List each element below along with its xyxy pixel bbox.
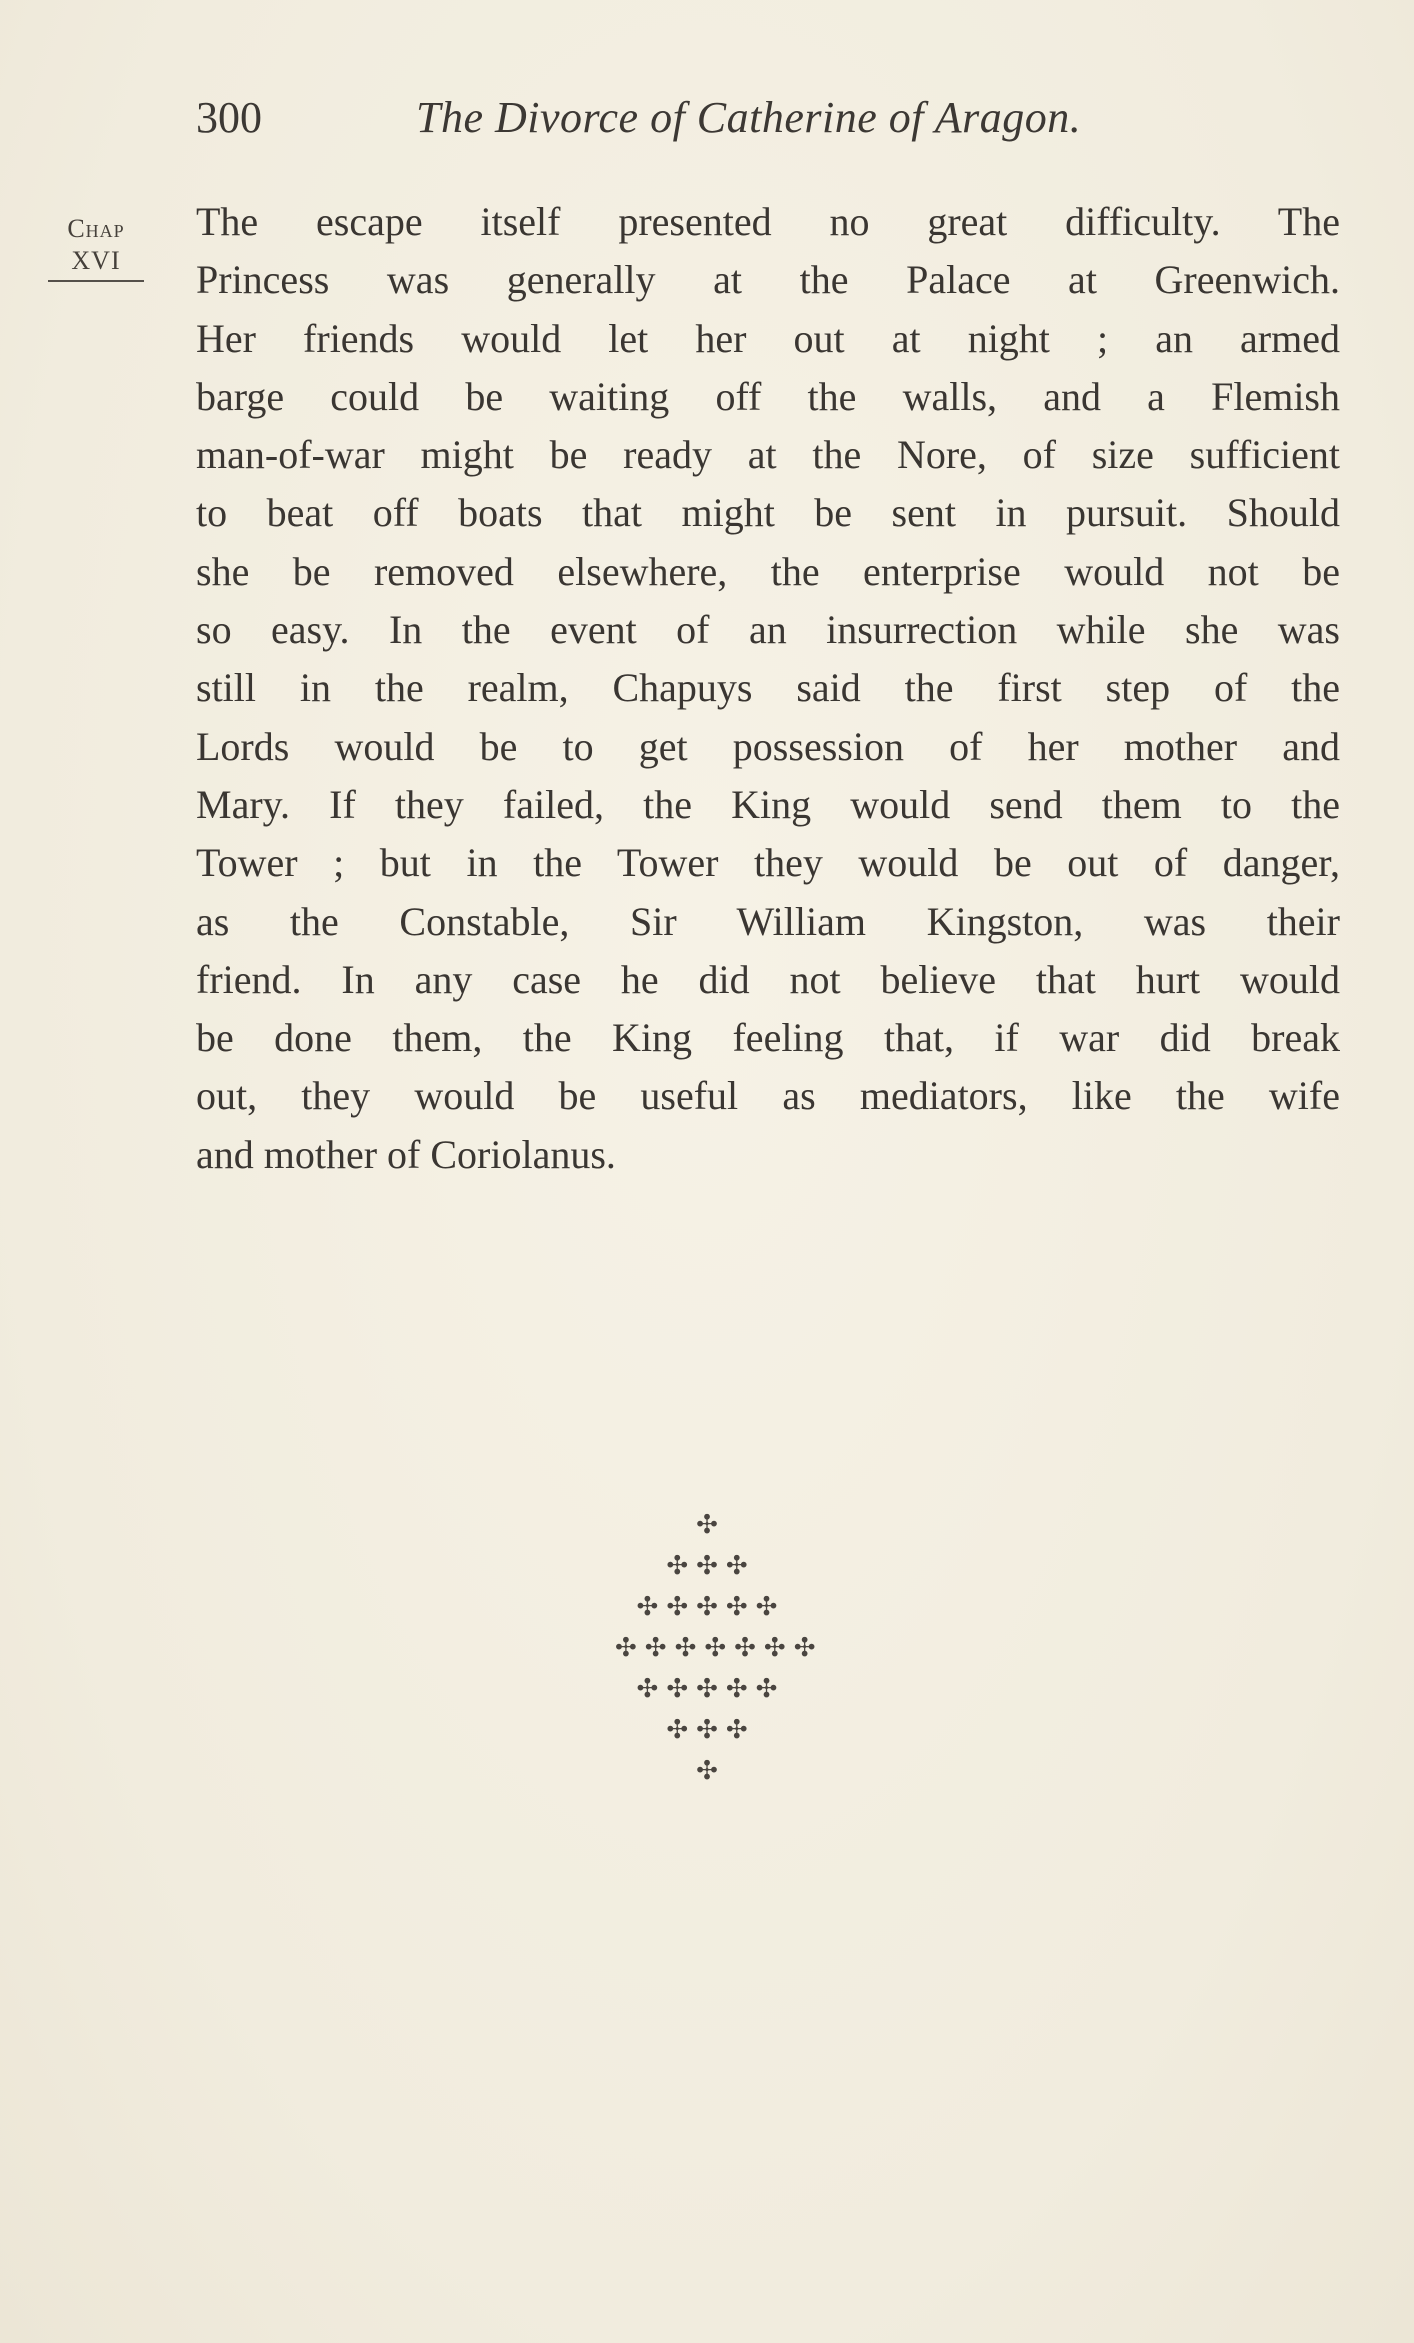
text-line: and mother of Coriolanus. <box>196 1131 616 1177</box>
text-line: so easy. In the event of an insurrection while she was <box>196 607 1340 653</box>
ornament-row: ✣✣✣ <box>666 1715 756 1745</box>
ornament-row: ✣✣✣✣✣ <box>636 1674 786 1704</box>
text-line: Mary. If they failed, the King would send them to the <box>196 781 1340 827</box>
side-note-rule <box>48 280 144 282</box>
diamond-ornament-icon <box>607 1505 824 1792</box>
text-line: Princess was generally at the Palace at Greenwich. <box>196 257 1340 303</box>
text-line: Tower ; but in the Tower they would be out of danger, <box>196 840 1340 886</box>
text-line: still in the realm, Chapuys said the first step of the <box>196 665 1340 711</box>
text-line: barge could be waiting off the walls, and a Flemish <box>196 373 1340 419</box>
chapter-label: Chap <box>67 214 125 243</box>
ornament-row: ✣✣✣✣✣✣✣ <box>615 1633 824 1663</box>
chapter-number: XVI <box>71 246 121 275</box>
running-head <box>196 88 1196 148</box>
body-paragraph <box>196 193 1340 1184</box>
running-title: The Divorce of Catherine of Aragon. <box>416 93 1082 142</box>
text-line: The escape itself presented no great difficulty. The <box>196 199 1340 244</box>
ornament-row: ✣✣✣✣✣ <box>636 1592 786 1622</box>
ornament-row: ✣ <box>696 1756 726 1786</box>
text-line: Her friends would let her out at night ; an armed <box>196 315 1340 361</box>
text-line: as the Constable, Sir William Kingston, was their <box>196 898 1340 944</box>
text-line: friend. In any case he did not believe that hurt would <box>196 956 1340 1002</box>
text-line: to beat off boats that might be sent in pursuit. Should <box>196 490 1340 536</box>
ornament-row: ✣✣✣ <box>666 1551 756 1581</box>
text-line: be done them, the King feeling that, if war did break <box>196 1015 1340 1061</box>
text-line: she be removed elsewhere, the enterprise would not be <box>196 548 1340 594</box>
chapter-side-note <box>46 212 146 282</box>
text-line: man-of-war might be ready at the Nore, of size sufficient <box>196 432 1340 478</box>
text-line: Lords would be to get possession of her mother and <box>196 723 1340 769</box>
text-line: out, they would be useful as mediators, like the wife <box>196 1073 1340 1119</box>
page-number: 300 <box>196 93 262 142</box>
ornament-row: ✣ <box>696 1510 726 1540</box>
